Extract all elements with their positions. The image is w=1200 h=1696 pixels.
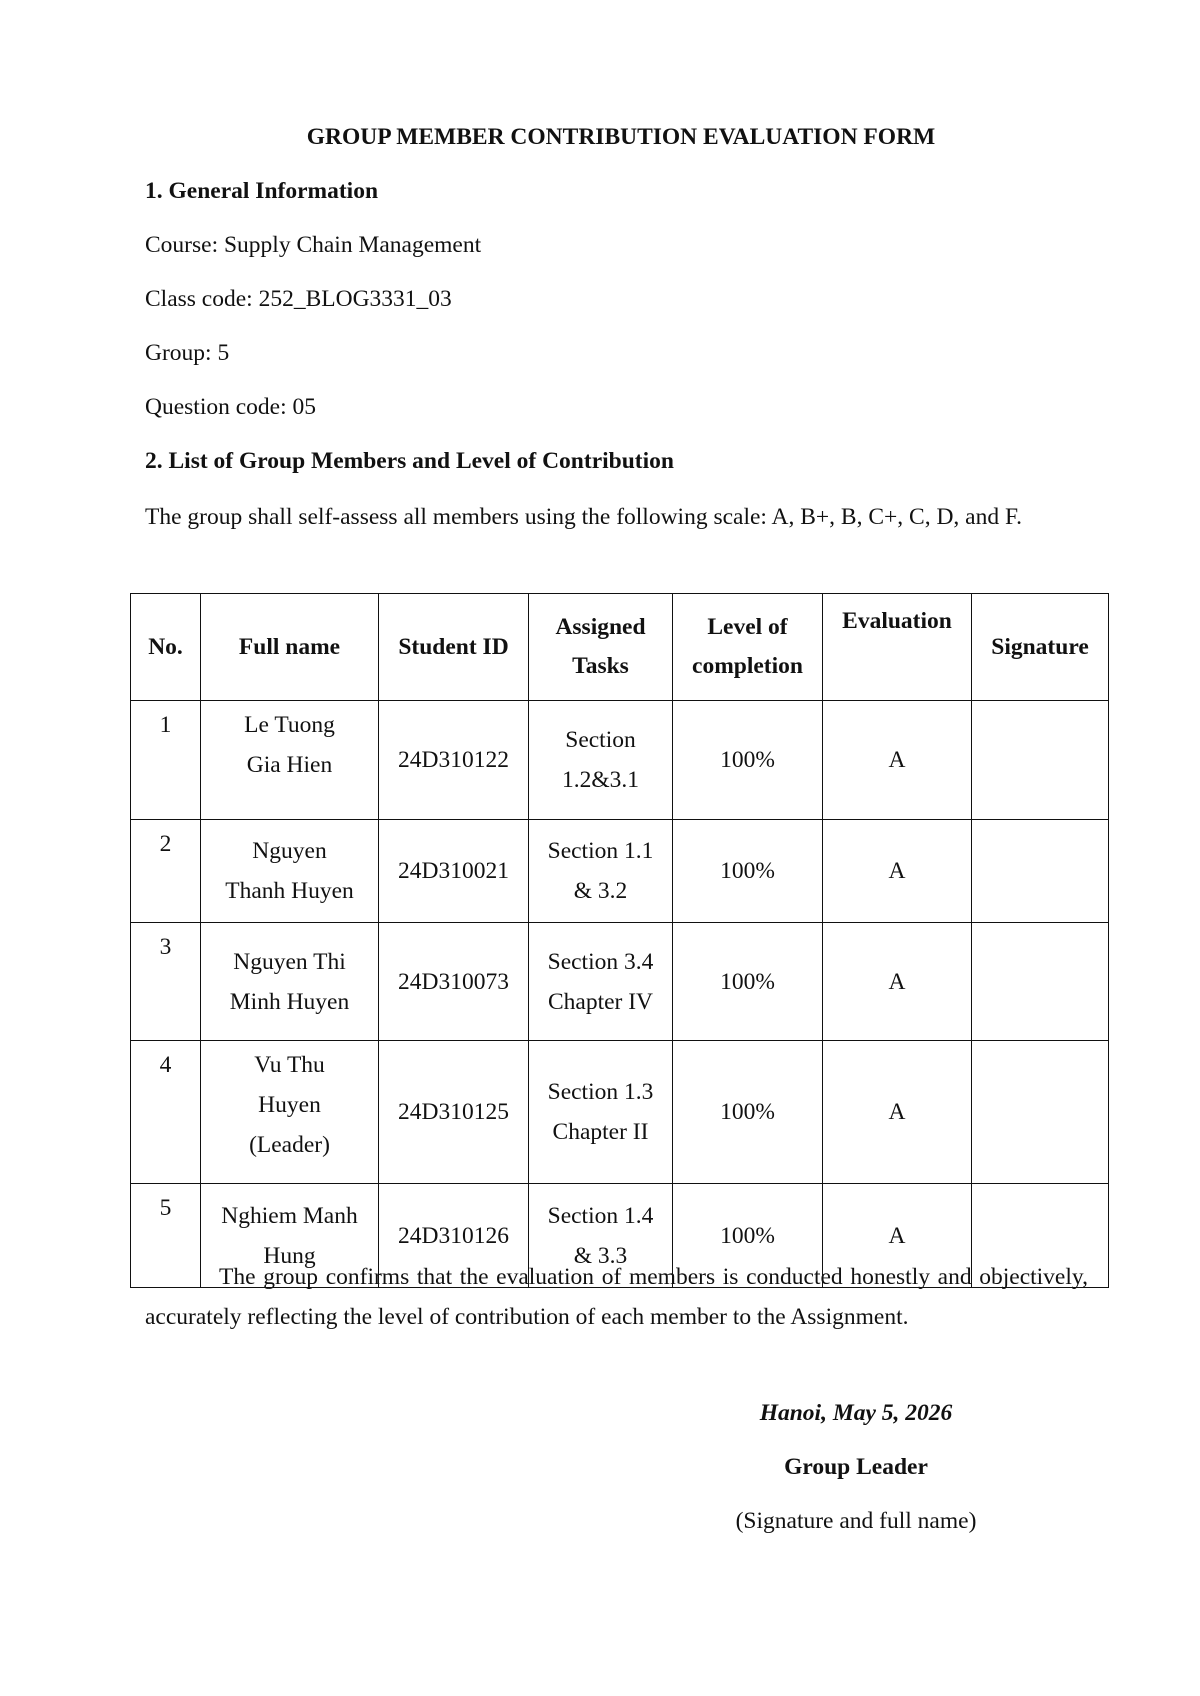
name-line: (Leader) [249, 1132, 330, 1158]
header-level-line-1: Level of [707, 614, 788, 640]
row-no: 3 [131, 923, 201, 1041]
row-completion: 100% [673, 1041, 823, 1184]
name-line: Hung [263, 1242, 316, 1269]
name-line: Thanh Huyen [225, 878, 354, 904]
place-date: Hanoi, May 5, 2026 [759, 1400, 953, 1426]
name-line: Vu Thu [254, 1052, 325, 1078]
table-row [131, 820, 1109, 923]
question-code-line: Question code: 05 [145, 394, 316, 420]
row-assigned-tasks [529, 820, 673, 923]
row-full-name [201, 1041, 379, 1184]
row-signature [972, 820, 1109, 923]
name-line: Huyen [258, 1092, 321, 1118]
members-section-heading: 2. List of Group Members and Level of Contribution [145, 448, 674, 474]
row-no: 4 [131, 1041, 201, 1184]
row-full-name [201, 701, 379, 820]
task-line: Chapter IV [547, 988, 654, 1015]
row-assigned-tasks [529, 923, 673, 1041]
task-line: Section 1.3 [547, 1079, 654, 1105]
class-code-line: Class code: 252_BLOG3331_03 [145, 286, 452, 312]
task-line: Section 1.4 [547, 1202, 654, 1229]
name-line: Nguyen Thi [233, 948, 346, 975]
table-row [131, 701, 1109, 820]
name-line: Le Tuong [244, 712, 335, 738]
header-evaluation: Evaluation [823, 594, 972, 701]
task-line: 1.2&3.1 [561, 767, 640, 793]
row-signature [972, 1041, 1109, 1184]
row-completion: 100% [673, 1184, 823, 1288]
table-header-row [131, 594, 1109, 701]
row-evaluation: A [823, 923, 972, 1041]
general-info-heading: 1. General Information [145, 178, 379, 204]
row-no: 2 [131, 820, 201, 923]
task-line: & 3.3 [573, 1242, 628, 1269]
header-full-name: Full name [201, 594, 379, 701]
row-evaluation: A [823, 1041, 972, 1184]
group-line: Group: 5 [145, 340, 230, 366]
row-student-id: 24D310125 [379, 1041, 529, 1184]
row-full-name [201, 820, 379, 923]
task-line: Section 1.1 [547, 838, 654, 864]
row-evaluation: A [823, 701, 972, 820]
row-assigned-tasks [529, 1041, 673, 1184]
course-line: Course: Supply Chain Management [145, 232, 482, 258]
header-assigned-tasks [529, 594, 673, 701]
row-full-name [201, 923, 379, 1041]
table-row [131, 923, 1109, 1041]
form-title: GROUP MEMBER CONTRIBUTION EVALUATION FORM [306, 124, 936, 150]
header-level-line-2: completion [692, 653, 803, 679]
signature-note: (Signature and full name) [735, 1508, 977, 1534]
header-assigned-tasks-line-2: Tasks [572, 653, 629, 679]
name-line: Nguyen [252, 838, 327, 864]
row-completion: 100% [673, 923, 823, 1041]
members-table [130, 593, 1109, 1288]
row-student-id: 24D310122 [379, 701, 529, 820]
row-no: 1 [131, 701, 201, 820]
group-leader-label: Group Leader [784, 1454, 928, 1480]
task-line: Section 3.4 [547, 948, 654, 975]
header-signature: Signature [972, 594, 1109, 701]
table-row [131, 1041, 1109, 1184]
name-line: Gia Hien [246, 752, 333, 778]
row-evaluation: A [823, 1184, 972, 1288]
row-student-id: 24D310126 [379, 1184, 529, 1288]
confirmation-paragraph: The group confirms that the evaluation of members is conducted honestly and objectively, accurately reflecting the level of contribution of each member to the Assignment. [145, 1264, 1088, 1330]
row-completion: 100% [673, 820, 823, 923]
row-completion: 100% [673, 701, 823, 820]
header-no: No. [131, 594, 201, 701]
row-assigned-tasks [529, 701, 673, 820]
row-student-id: 24D310073 [379, 923, 529, 1041]
row-student-id: 24D310021 [379, 820, 529, 923]
row-evaluation: A [823, 820, 972, 923]
header-assigned-tasks-line-1: Assigned [555, 614, 646, 640]
task-line: Chapter II [552, 1119, 649, 1145]
scale-intro-paragraph: The group shall self-assess all members using the following scale: A, B+, B, C+, C, D, and F. [145, 504, 1023, 530]
row-signature [972, 923, 1109, 1041]
header-student-id: Student ID [379, 594, 529, 701]
row-signature [972, 701, 1109, 820]
header-level-of-completion [673, 594, 823, 701]
row-no: 5 [131, 1184, 201, 1288]
task-line: Section [565, 727, 636, 753]
name-line: Minh Huyen [229, 988, 350, 1015]
name-line: Nghiem Manh [221, 1202, 358, 1229]
task-line: & 3.2 [573, 878, 628, 904]
